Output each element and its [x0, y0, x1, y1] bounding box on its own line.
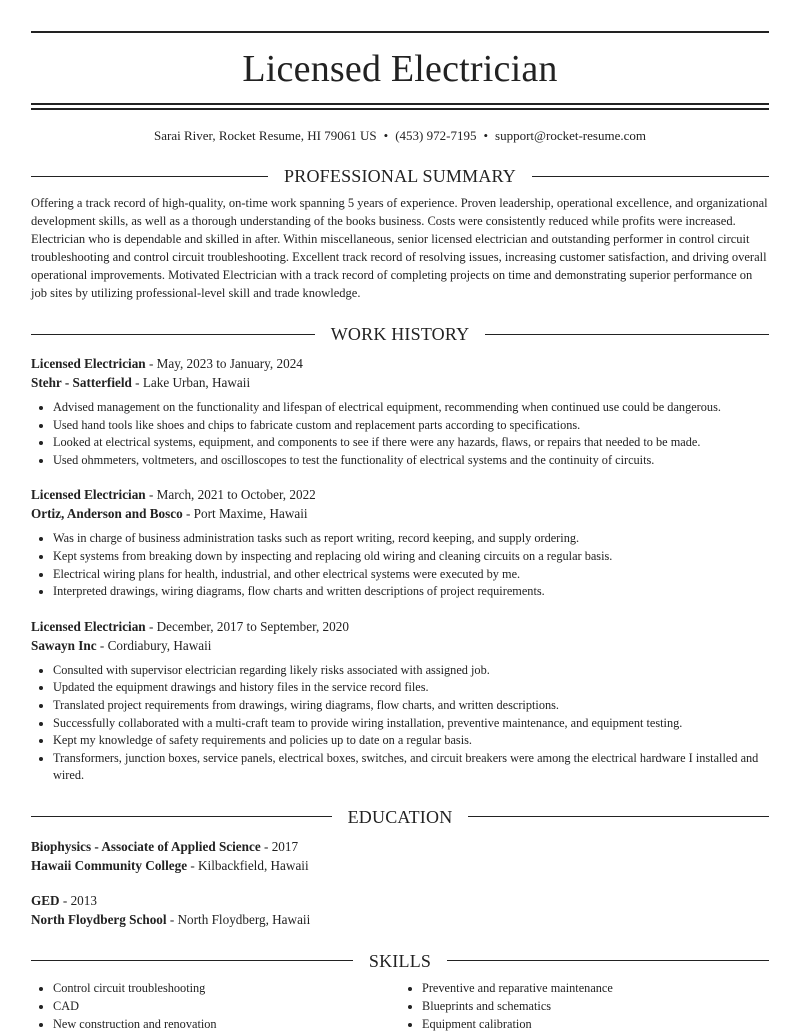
education-school: Hawaii Community College: [31, 857, 188, 873]
section-header-summary: [31, 166, 769, 186]
job-role: Licensed Electrician: [31, 356, 146, 371]
job-bullets: [31, 662, 769, 785]
education-entry: [31, 891, 769, 929]
job-dates: - May, 2023 to January, 2024: [145, 356, 303, 371]
list-item: • Electrical wiring plans for health, industrial, and other electrical systems were executed by me.: [53, 566, 769, 584]
list-item: • Was in charge of business administration tasks such as report writing, record keeping, and supply ordering.: [53, 530, 769, 548]
job-entry: [31, 485, 769, 600]
list-item: • Successfully collaborated with a multi-craft team to provide wiring installation, preventive maintenance, and equipment testing.: [53, 715, 769, 733]
job-dates: - December, 2017 to September, 2020: [145, 618, 349, 634]
contact-line: [31, 128, 769, 144]
job-location: - Port Maxime, Hawaii: [182, 506, 308, 522]
contact-phone[interactable]: (453) 972-7195: [395, 128, 477, 143]
section-rule: [532, 176, 769, 177]
section-header-work: [31, 324, 769, 344]
job-role-line: [31, 354, 769, 373]
list-item: • Used ohmmeters, voltmeters, and oscilloscopes to test the functionality of electrical systems and the continuity of circuits.: [53, 452, 769, 470]
skill-item: • CAD: [53, 997, 400, 1015]
list-item: • Kept systems from breaking down by inspecting and replacing old wiring and cleaning circuits on a regular basis.: [53, 548, 769, 566]
section-title: EDUCATION: [347, 806, 453, 827]
skills-column-right: [400, 979, 769, 1033]
job-dates: - March, 2021 to October, 2022: [145, 487, 316, 503]
section-title: WORK HISTORY: [330, 324, 470, 344]
job-company: Stehr - Satterfield: [31, 375, 132, 390]
section-rule: [447, 960, 769, 961]
contact-separator: •: [383, 128, 389, 143]
job-location: - Lake Urban, Hawaii: [131, 375, 251, 390]
resume-title: Licensed Electrician: [242, 48, 558, 90]
section-title: PROFESSIONAL SUMMARY: [284, 166, 516, 186]
contact-email[interactable]: support@rocket-resume.com: [495, 128, 646, 143]
job-bullets: [31, 399, 769, 469]
section-rule: [31, 816, 332, 817]
education-location: - North Floydberg, Hawaii: [166, 911, 311, 927]
job-entry: [31, 354, 769, 469]
contact-address: Sarai River, Rocket Resume, HI 79061 US: [154, 128, 377, 143]
section-title: SKILLS: [368, 950, 432, 971]
skills-list: [31, 979, 769, 1033]
list-item: • Looked at electrical systems, equipment, and components to see if there were any hazards, flaws, or repairs that needed to be made.: [53, 434, 769, 452]
list-item: • Advised management on the functionality and lifespan of electrical equipment, recommending when continued use could be dangerous.: [53, 399, 769, 417]
job-company-line: [31, 504, 769, 523]
list-item: • Used hand tools like shoes and chips to fabricate custom and replacement parts according to specifications.: [53, 417, 769, 435]
section-rule: [31, 960, 353, 961]
education-school-line: [31, 910, 769, 929]
education-school: North Floydberg School: [31, 911, 167, 927]
list-item: • Consulted with supervisor electrician regarding likely risks associated with assigned job.: [53, 662, 769, 680]
list-item: • Transformers, junction boxes, service panels, electrical boxes, switches, and circuit breakers were among the electrical hardware I installed and wired.: [53, 750, 769, 785]
education-degree-line: [31, 837, 769, 856]
skill-item: • Control circuit troubleshooting: [53, 979, 400, 997]
education-degree: Biophysics - Associate of Applied Science: [31, 838, 261, 854]
education-year: - 2013: [59, 892, 97, 908]
job-entry: [31, 617, 769, 785]
job-company: Ortiz, Anderson and Bosco: [31, 506, 183, 522]
skill-item: • Preventive and reparative maintenance: [422, 979, 769, 997]
education-degree: GED: [31, 892, 60, 908]
education-school-line: [31, 856, 769, 875]
section-header-skills: [31, 951, 769, 971]
list-item: • Translated project requirements from drawings, wiring diagrams, flow charts, and written descriptions.: [53, 697, 769, 715]
contact-separator: •: [483, 128, 489, 143]
job-role: Licensed Electrician: [31, 618, 146, 634]
summary-text: Offering a track record of high-quality, on-time work spanning 5 years of experience. Proven leadership, operational excellence, and organizational development skills, as well as a thorough understanding of the books business. Costs were consistently reduced while profits were increased. Electrician who is dependable and skilled in after. Within miscellaneous, senior licensed electrician and outstanding performer in control circuit troubleshooting and control circuit troubleshooting. Excellent track record of resolving issues, increasing customer satisfaction, and driving overall operational improvements. Motivated Electrician with a track record of completing projects on time and demonstrating superior performance on job sites by utilizing professional-level skill and trade knowledge.: [31, 196, 768, 300]
education-entry: [31, 837, 769, 875]
job-role-line: [31, 617, 769, 636]
section-rule: [485, 334, 769, 335]
job-location: - Cordiabury, Hawaii: [96, 637, 212, 653]
education-location: - Kilbackfield, Hawaii: [187, 857, 309, 873]
education-degree-line: [31, 891, 769, 910]
top-rule: [31, 31, 769, 33]
list-item: • Updated the equipment drawings and history files in the service record files.: [53, 679, 769, 697]
job-company: Sawayn Inc: [31, 637, 97, 653]
job-company-line: [31, 373, 769, 392]
skill-item: • Equipment calibration: [422, 1015, 769, 1033]
skill-item: • Blueprints and schematics: [422, 997, 769, 1015]
job-bullets: [31, 530, 769, 600]
list-item: • Interpreted drawings, wiring diagrams, flow charts and written descriptions of project requirements.: [53, 583, 769, 601]
job-role: Licensed Electrician: [31, 487, 146, 503]
resume-page: [31, 0, 769, 1033]
skill-item: • New construction and renovation: [53, 1015, 400, 1033]
section-rule: [31, 176, 268, 177]
job-company-line: [31, 636, 769, 655]
section-rule: [468, 816, 769, 817]
double-rule: [31, 103, 769, 110]
skills-column-left: [31, 979, 400, 1033]
job-role-line: [31, 485, 769, 504]
list-item: • Kept my knowledge of safety requirements and policies up to date on a regular basis.: [53, 732, 769, 750]
section-header-education: [31, 807, 769, 827]
education-year: - 2017: [260, 838, 299, 854]
section-rule: [31, 334, 315, 335]
